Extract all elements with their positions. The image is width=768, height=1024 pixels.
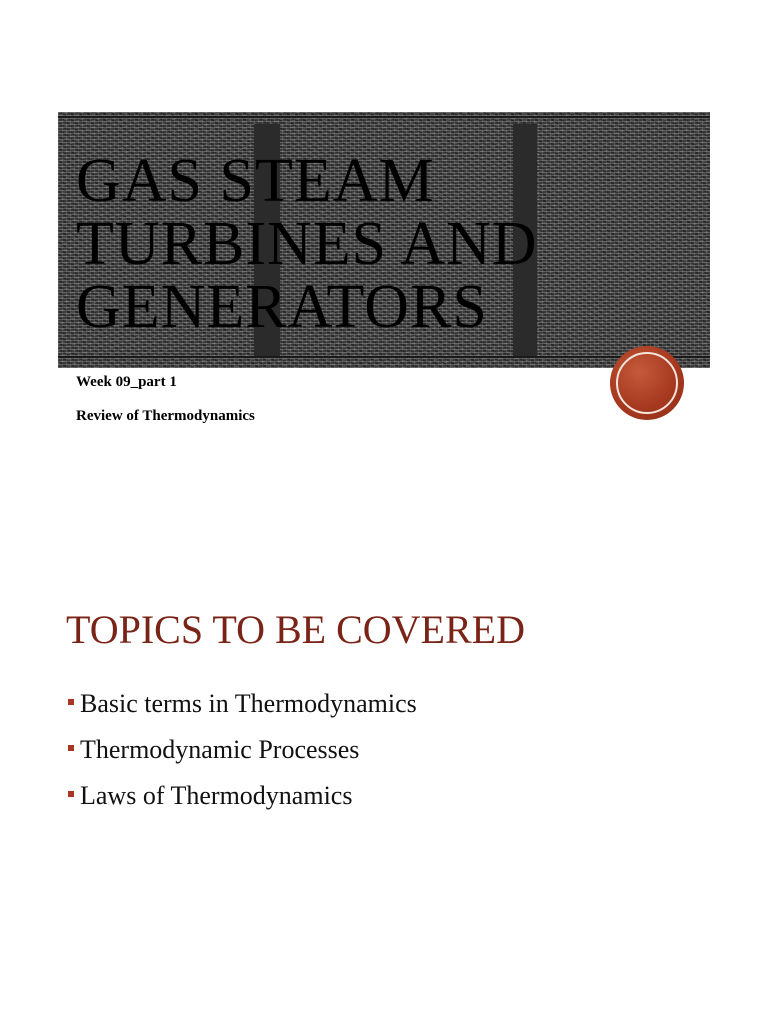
topic-text: Laws of Thermodynamics: [80, 781, 353, 810]
list-item: [66, 684, 417, 730]
subtitle-topic: Review of Thermodynamics: [76, 408, 255, 424]
topics-heading: TOPICS TO BE COVERED: [66, 607, 525, 652]
topic-text: Thermodynamic Processes: [80, 735, 360, 764]
square-bullet-icon: [68, 791, 74, 797]
list-item: [66, 776, 417, 822]
square-bullet-icon: [68, 745, 74, 751]
banner-top-rule: [58, 116, 710, 118]
topic-text: Basic terms in Thermodynamics: [80, 689, 417, 718]
topic-list: [66, 684, 417, 822]
banner-bottom-rule: [58, 356, 710, 358]
slide-title: GAS STEAM TURBINES AND GENERATORS: [76, 147, 538, 341]
topics-slide: [0, 512, 768, 1024]
square-bullet-icon: [68, 699, 74, 705]
medallion-icon: [610, 346, 684, 420]
list-item: [66, 730, 417, 776]
subtitle-week: Week 09_part 1: [76, 374, 177, 390]
